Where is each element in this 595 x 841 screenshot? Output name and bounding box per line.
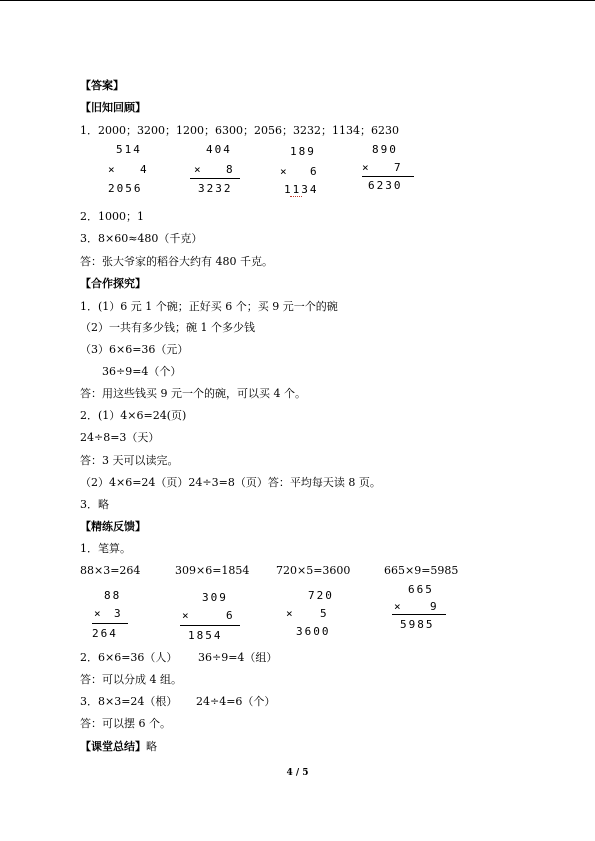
review-q1: 1．2000；3200；1200；6300；2056；3232；1134；6230 bbox=[80, 124, 399, 137]
drill-eq-2: 309×6=1854 bbox=[175, 564, 250, 577]
calc-top: 189 bbox=[290, 145, 316, 158]
coop-q3: 3．略 bbox=[80, 498, 109, 511]
top-rule bbox=[0, 0, 595, 1]
calc-result: 1134 bbox=[284, 183, 319, 196]
drill-q1: 1．笔算。 bbox=[80, 542, 131, 555]
drill-q3: 3．8×3=24（根） bbox=[80, 695, 178, 708]
calc-times: × bbox=[280, 165, 289, 178]
coop-q1-3: （3）6×6=36（元） bbox=[80, 343, 189, 356]
summary-line bbox=[80, 740, 157, 754]
summary-heading: 【课堂总结】 bbox=[80, 740, 146, 753]
calc-top: 720 bbox=[308, 589, 334, 602]
calc-result: 3232 bbox=[198, 182, 233, 195]
coop-q1-answer: 答：用这些钱买 9 元一个的碗，可以买 4 个。 bbox=[80, 387, 306, 400]
drill-q2b: 36÷9=4（组） bbox=[198, 651, 278, 664]
calc-multiplier: 8 bbox=[226, 163, 235, 176]
coop-q1-3b: 36÷9=4（个） bbox=[102, 365, 182, 378]
calc-times: × bbox=[194, 163, 203, 176]
drill-eq-1: 88×3=264 bbox=[80, 564, 141, 577]
calc-result: 3600 bbox=[296, 625, 331, 638]
coop-q1-2: （2）一共有多少钱；碗 1 个多少钱 bbox=[80, 321, 255, 334]
calc-multiplier: 7 bbox=[394, 161, 403, 174]
summary-text: 略 bbox=[146, 740, 157, 753]
calc-result: 1854 bbox=[188, 629, 223, 642]
calc-rule bbox=[362, 176, 414, 177]
calc-result: 2056 bbox=[108, 182, 143, 195]
calc-top: 309 bbox=[202, 591, 228, 604]
calc-result: 5985 bbox=[400, 618, 435, 631]
calc-rule bbox=[392, 614, 446, 615]
calc-top: 665 bbox=[408, 583, 434, 596]
calc-multiplier: 3 bbox=[114, 607, 123, 620]
calc-top: 88 bbox=[104, 589, 122, 602]
calc-multiplier: 6 bbox=[310, 165, 319, 178]
calc-multiplier: 4 bbox=[140, 163, 149, 176]
page-number: 4 / 5 bbox=[286, 768, 309, 778]
calc-rule bbox=[190, 178, 240, 179]
drill-heading: 【精练反馈】 bbox=[80, 520, 146, 533]
review-heading: 【旧知回顾】 bbox=[80, 101, 146, 114]
calc-times: × bbox=[94, 607, 103, 620]
coop-q2-answer: 答：3 天可以读完。 bbox=[80, 454, 179, 467]
coop-q1-1: 1．(1）6 元 1 个碗；正好买 6 个；买 9 元一个的碗 bbox=[80, 300, 338, 313]
calc-rule bbox=[92, 623, 128, 624]
calc-times: × bbox=[394, 600, 403, 613]
coop-heading: 【合作探究】 bbox=[80, 277, 146, 290]
correction-mark bbox=[290, 195, 302, 197]
review-q3-answer: 答：张大爷家的稻谷大约有 480 千克。 bbox=[80, 255, 273, 268]
drill-eq-4: 665×9=5985 bbox=[384, 564, 459, 577]
calc-top: 514 bbox=[116, 143, 142, 156]
drill-q3b: 24÷4=6（个） bbox=[196, 695, 276, 708]
calc-top: 890 bbox=[372, 143, 398, 156]
calc-multiplier: 5 bbox=[320, 607, 329, 620]
drill-q2: 2．6×6=36（人） bbox=[80, 651, 178, 664]
drill-q2-answer: 答：可以分成 4 组。 bbox=[80, 673, 182, 686]
calc-top: 404 bbox=[206, 143, 232, 156]
calc-times: × bbox=[286, 607, 295, 620]
calc-multiplier: 9 bbox=[430, 600, 439, 613]
calc-result: 6230 bbox=[368, 179, 403, 192]
drill-q3-answer: 答：可以摆 6 个。 bbox=[80, 717, 171, 730]
answer-heading: 【答案】 bbox=[80, 79, 124, 92]
coop-q2-1b: 24÷8=3（天） bbox=[80, 431, 160, 444]
coop-q2-2: （2）4×6=24（页）24÷3=8（页）答：平均每天读 8 页。 bbox=[80, 476, 381, 489]
review-q3: 3．8×60≈480（千克） bbox=[80, 232, 203, 245]
coop-q2-1: 2．(1）4×6=24(页) bbox=[80, 409, 187, 422]
calc-multiplier: 6 bbox=[226, 609, 235, 622]
review-q2: 2．1000；1 bbox=[80, 210, 144, 223]
calc-result: 264 bbox=[92, 627, 118, 640]
calc-rule bbox=[180, 625, 240, 626]
drill-eq-3: 720×5=3600 bbox=[276, 564, 351, 577]
calc-times: × bbox=[182, 609, 191, 622]
calc-times: × bbox=[108, 163, 117, 176]
calc-times: × bbox=[362, 161, 371, 174]
